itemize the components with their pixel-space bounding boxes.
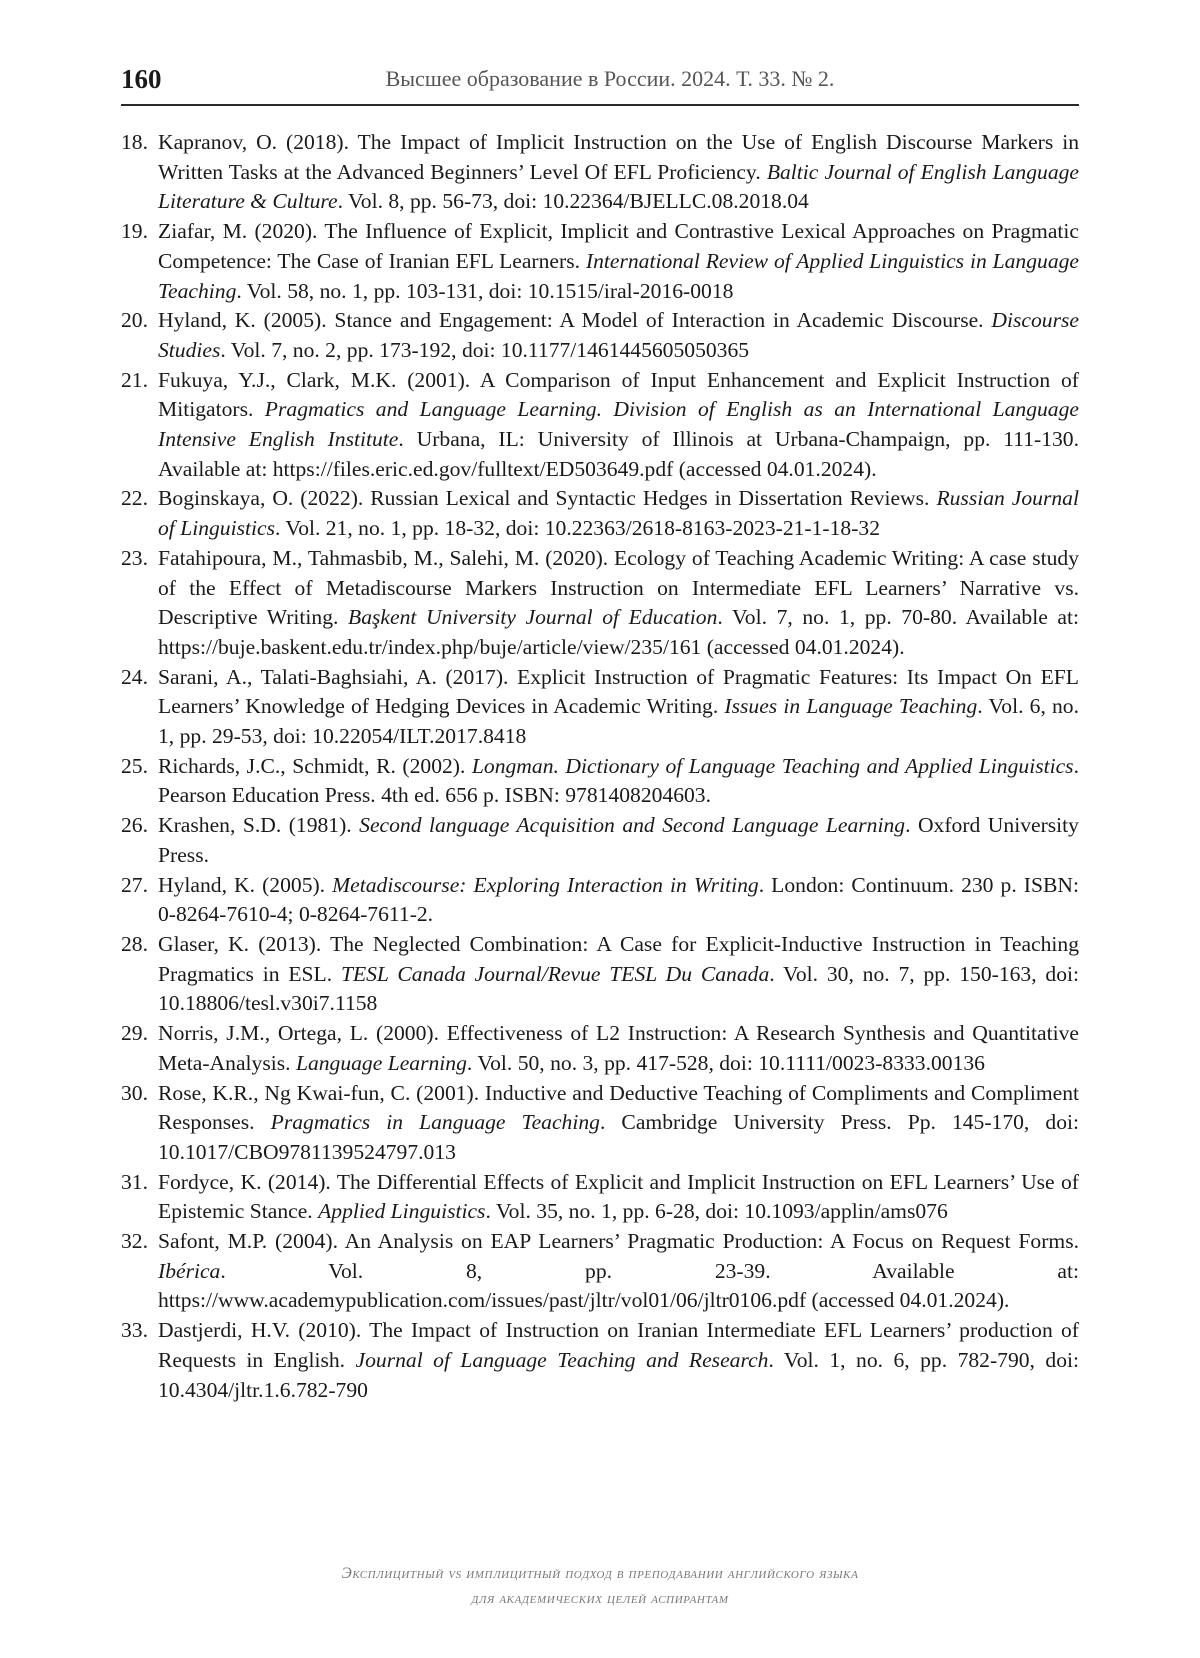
reference-item [121,752,1079,811]
reference-number: 30. [121,1080,148,1105]
reference-item [121,1316,1079,1405]
source-title: Language Learning [295,1050,467,1075]
source-title: Pragmatics and Language Learning. Division of English as an International Language Intensive English Institute [158,397,1079,452]
reference-number: 31. [121,1169,148,1194]
source-title: Applied Linguistics [318,1199,486,1224]
reference-number: 20. [121,308,148,333]
reference-item [121,306,1079,365]
reference-item [121,1227,1079,1316]
footer-title-line-2: для академических целей аспирантам [471,1590,729,1607]
reference-number: 18. [121,130,148,154]
reference-number: 21. [121,367,148,392]
reference-number: 29. [121,1021,148,1046]
reference-number: 25. [121,753,148,778]
reference-number: 26. [121,813,148,838]
reference-number: 27. [121,872,148,897]
reference-item [121,811,1079,870]
reference-text: Fordyce, K. (2014). The Differential Effects of Explicit and Implicit Instruction on EFL Learners’ Use of Epistemic Stance. Applied Linguistics. Vol. 35, no. 1, pp. 6-28, doi: 10.1093/applin/ams076 [158,1169,1079,1224]
reference-text: Norris, J.M., Ortega, L. (2000). Effectiveness of L2 Instruction: A Research Synthesis and Quantitative Meta-Analysis. Language Learning. Vol. 50, no. 3, pp. 417-528, doi: 10.1111/0023-8333.00136 [158,1021,1079,1075]
reference-item [121,1168,1079,1227]
journal-running-head: Высшее образование в России. 2024. Т. 33. № 2. [385,66,835,91]
reference-text: Sarani, A., Talati-Baghsiahi, A. (2017). Explicit Instruction of Pragmatic Features: Its Impact On EFL Learners’ Knowledge of Hedging Devices in Academic Writing. Issues in Language Teaching. Vol. 6, no. 1, pp. 29-53, doi: 10.22054/ILT.2017.8418 [158,664,1080,749]
footer-title-line-1: Эксплицитный vs имплицитный подход в преподавании английского языка [341,1565,859,1582]
reference-text: Dastjerdi, H.V. (2010). The Impact of Instruction on Iranian Intermediate EFL Learners’ production of Requests in English. Journal of Language Teaching and Research. Vol. 1, no. 6, pp. 782-790, doi: 10.4304/jltr.1.6.782-790 [158,1318,1079,1402]
source-title: International Review of Applied Linguistics in Language Teaching [158,248,1079,303]
source-title: Longman. Dictionary of Language Teaching and Applied Linguistics [471,753,1074,778]
reference-item [121,217,1079,306]
reference-number: 28. [121,931,148,956]
page-header [121,58,1079,106]
source-title: Metadiscourse: Exploring Interaction in Writing [332,872,759,897]
reference-text: Fukuya, Y.J., Clark, M.K. (2001). A Comparison of Input Enhancement and Explicit Instruction of Mitigators. Pragmatics and Language Learning. Division of English as an International Language Intensive English Institute. Urbana, IL: University of Illinois at Urbana-Champaign, pp. 111-130. Available at: https://files.eric.ed.gov/fulltext/ED503649.pdf (accessed 04.01.2024). [158,367,1079,481]
reference-text: Fatahipoura, M., Tahmasbib, M., Salehi, M. (2020). Ecology of Teaching Academic Writing: A case study of the Effect of Metadiscourse Markers Instruction on Intermediate EFL Learners’ Narrative vs. Descriptive Writing. Başkent University Journal of Education. Vol. 7, no. 1, pp. 70-80. Available at: https://buje.baskent.edu.tr/index.php/buje/article/view/235/161 (accessed 04.01.2024). [158,545,1079,659]
reference-item [121,871,1079,930]
reference-item [121,484,1079,543]
source-title: Russian Journal of Linguistics [158,486,1079,541]
reference-text: Rose, K.R., Ng Kwai-fun, C. (2001). Inductive and Deductive Teaching of Compliments and Compliment Responses. Pragmatics in Language Teaching. Cambridge University Press. Pp. 145-170, doi: 10.1017/CBO9781139524797.013 [158,1080,1079,1164]
reference-item [121,544,1079,663]
reference-number: 22. [121,486,148,511]
reference-item [121,366,1079,485]
source-title: Baltic Journal of English Language Literature & Culture [158,159,1080,214]
reference-text: Hyland, K. (2005). Metadiscourse: Exploring Interaction in Writing. London: Continuum. 230 p. ISBN: 0-8264-7610-4; 0-8264-7611-2. [158,872,1079,927]
reference-text: Krashen, S.D. (1981). Second language Acquisition and Second Language Learning. Oxford University Press. [158,813,1079,867]
source-title: Pragmatics in Language Teaching [270,1110,600,1135]
reference-text: Ziafar, M. (2020). The Influence of Explicit, Implicit and Contrastive Lexical Approaches on Pragmatic Competence: The Case of Iranian EFL Learners. International Review of Applied Linguistics in Language Teaching. Vol. 58, no. 1, pp. 103-131, doi: 10.1515/iral-2016-0018 [158,219,1079,303]
reference-text: Glaser, K. (2013). The Neglected Combination: A Case for Explicit-Inductive Instruction in Teaching Pragmatics in ESL. TESL Canada Journal/Revue TESL Du Canada. Vol. 30, no. 7, pp. 150-163, doi: 10.18806/tesl.v30i7.1158 [158,931,1079,1016]
reference-text: Boginskaya, O. (2022). Russian Lexical and Syntactic Hedges in Dissertation Reviews. Russian Journal of Linguistics. Vol. 21, no. 1, pp. 18-32, doi: 10.22363/2618-8163-2023-21-1-18-32 [158,486,1079,541]
reference-item [121,1079,1079,1168]
reference-text: Richards, J.C., Schmidt, R. (2002). Longman. Dictionary of Language Teaching and Applied Linguistics. Pearson Education Press. 4th ed. 656 p. ISBN: 9781408204603. [158,753,1079,808]
reference-item [121,663,1079,752]
source-title: Ibérica [158,1258,221,1283]
reference-list [121,128,1079,1405]
reference-item [121,128,1079,217]
source-title: Journal of Language Teaching and Research [355,1347,769,1372]
reference-item [121,930,1079,1019]
source-title: TESL Canada Journal/Revue TESL Du Canada [340,961,770,986]
page-footer [0,1561,1200,1611]
reference-number: 32. [121,1229,148,1254]
reference-item [121,1019,1079,1078]
source-title: Issues in Language Teaching [724,694,978,719]
reference-number: 33. [121,1318,148,1343]
source-title: Discourse Studies [158,308,1079,362]
reference-text: Hyland, K. (2005). Stance and Engagement: A Model of Interaction in Academic Discourse. Discourse Studies. Vol. 7, no. 2, pp. 173-192, doi: 10.1177/1461445605050365 [158,308,1079,362]
reference-number: 24. [121,664,148,689]
reference-number: 19. [121,219,148,244]
source-title: Second language Acquisition and Second Language Learning [359,813,906,838]
source-title: Başkent University Journal of Education [348,605,718,630]
reference-number: 23. [121,545,148,570]
page-number: 160 [121,64,162,94]
reference-text: Safont, M.P. (2004). An Analysis on EAP Learners’ Pragmatic Production: A Focus on Request Forms. Ibérica. Vol. 8, pp. 23-39. Available at: https://www.academypublication.com/issues/past/jltr/vol01/06/jltr0106.pdf (accessed 04.01.2024). [158,1229,1079,1313]
reference-text: Kapranov, O. (2018). The Impact of Implicit Instruction on the Use of English Discourse Markers in Written Tasks at the Advanced Beginners’ Level Of EFL Proficiency. Baltic Journal of English Language Literature & Culture. Vol. 8, pp. 56-73, doi: 10.22364/BJELLC.08.2018.04 [158,130,1080,214]
